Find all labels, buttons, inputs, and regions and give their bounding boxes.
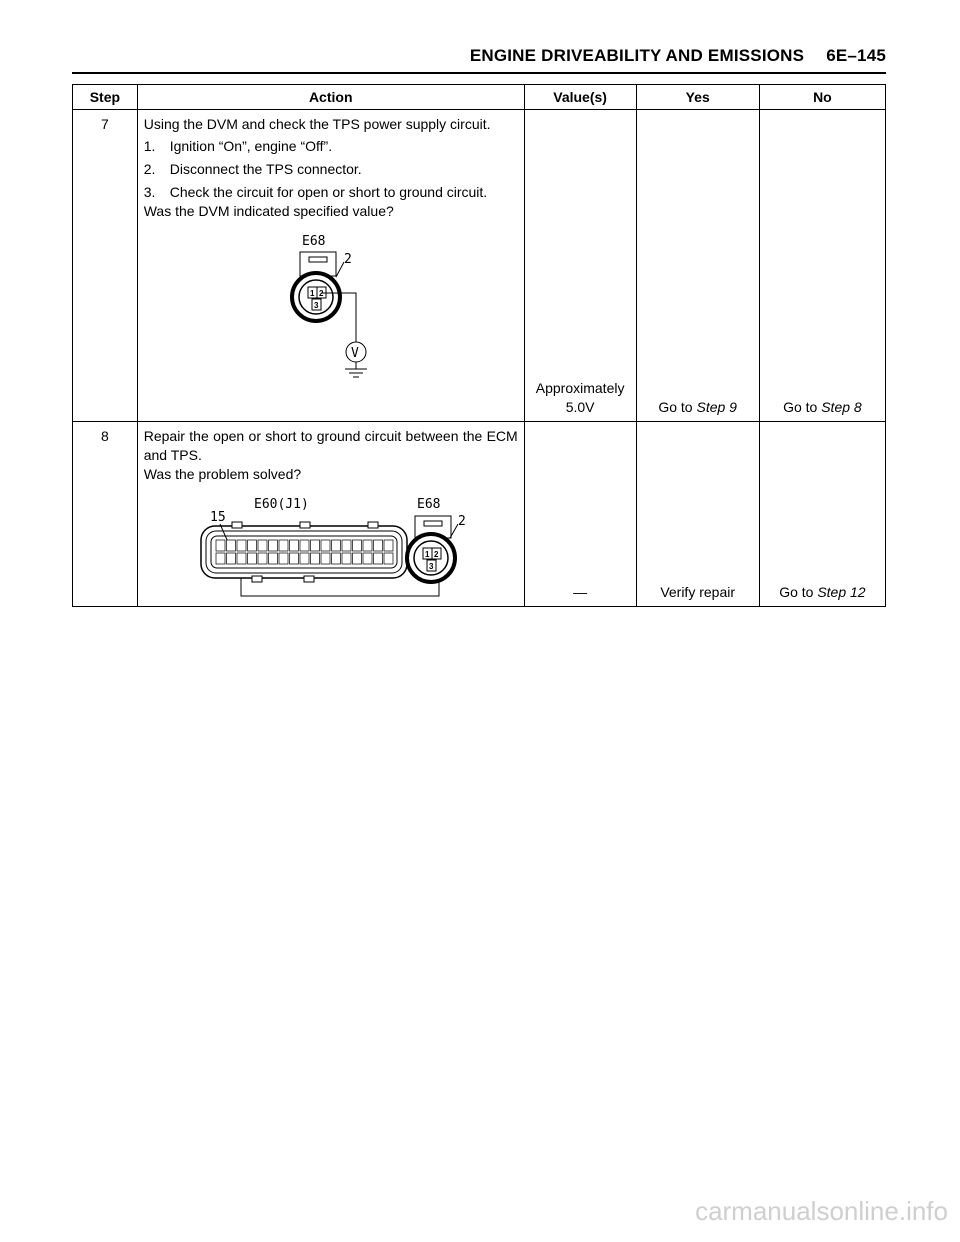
ecm-connector-label: E60(J1) [253,497,309,512]
page-title [470,46,886,66]
ecm-pin-cavity [331,540,340,551]
yes-step-link[interactable]: Step 9 [696,399,737,415]
ecm-pin-cavity [216,540,225,551]
ecm-pin-cavity [300,553,309,564]
step-number: 7 [73,110,138,422]
table-row-step-8 [73,422,886,607]
ground-icon [345,369,367,377]
substep-list [144,137,518,202]
ecm-pin-cavity [342,553,351,564]
ecm-pin-cavity [289,540,298,551]
ecm-pin-cavity [279,553,288,564]
ecm-pin-cavity [258,540,267,551]
ecm-pin-cavity [331,553,340,564]
svg-text:2: 2 [433,550,439,559]
action-cell [137,110,524,422]
pin-label: 2 [343,252,352,267]
ecm-pin-cavity [226,540,235,551]
watermark: carmanualsonline.info [695,1196,948,1226]
no-cell: Go to Step 12 [759,422,885,607]
ecm-pin-cavity [226,553,235,564]
ecm-pin-cavity [279,540,288,551]
ecm-pin-cavity [363,540,372,551]
ecm-pin-cavity [373,553,382,564]
value-cell [524,110,636,422]
ecm-pin-cavity [258,553,267,564]
ecm-pin-cavity [247,540,256,551]
ecm-pin-cavity [268,540,277,551]
ecm-pin-cavity [363,553,372,564]
table-row-step-7 [73,110,886,422]
ecm-pin-cavity [247,553,256,564]
ecm-connector-face [201,522,407,582]
tps-connector-label: E68 [416,497,441,512]
table-header-row [73,85,886,110]
substep-item: 2. Disconnect the TPS connector. [143,161,362,177]
ecm-pin-cavity [289,553,298,564]
yes-cell: Go to Step 9 [636,110,759,422]
ecm-pin-label: 15 [209,510,226,525]
value-line-2: 5.0V [565,399,595,415]
ecm-pin-cavity [237,553,246,564]
ecm-pin-cavity [310,553,319,564]
connector-label-e68: E68 [301,234,326,249]
action-intro: Repair the open or short to ground circuit between the ECM and TPS. [143,428,518,463]
ecm-pin-cavity [373,540,382,551]
ecm-pin-cavity [300,540,309,551]
tps-voltage-check-diagram [144,227,518,387]
ecm-tps-circuit-diagram [144,494,518,606]
action-intro: Using the DVM and check the TPS power supply circuit. [143,116,491,132]
ecm-pin-cavity [321,553,330,564]
substep-item: 1. Ignition “On”, engine “Off”. [143,138,333,154]
header-no: No [759,85,885,110]
page-header [72,44,886,74]
value-cell: — [524,422,636,607]
yes-cell: Verify repair [636,422,759,607]
no-cell: Go to Step 8 [759,110,885,422]
value-line-1: Approximately [535,380,625,396]
svg-text:1: 1 [309,289,315,298]
svg-text:3: 3 [428,562,434,571]
header-values: Value(s) [524,85,636,110]
diagnostic-table [72,84,886,607]
ecm-pin-cavity [352,540,361,551]
ecm-pin-cavity [310,540,319,551]
ecm-pin-cavity [268,553,277,564]
header-action: Action [137,85,524,110]
action-question: Was the DVM indicated specified value? [143,203,394,219]
no-step-link[interactable]: Step 12 [817,584,866,600]
page-number: 6E–145 [826,46,886,65]
svg-text:3: 3 [313,301,319,310]
action-question: Was the problem solved? [143,466,302,482]
svg-text:1: 1 [424,550,430,559]
no-step-link[interactable]: Step 8 [821,399,862,415]
ecm-pin-cavity [384,540,393,551]
svg-text:2: 2 [318,289,324,298]
ecm-pin-cavity [216,553,225,564]
ecm-pin-cavity [321,540,330,551]
header-step: Step [73,85,138,110]
ecm-pin-cavity [352,553,361,564]
action-cell [137,422,524,607]
ecm-pin-cavity [237,540,246,551]
header-yes: Yes [636,85,759,110]
substep-item: 3. Check the circuit for open or short to ground circuit. [143,184,488,200]
step-number: 8 [73,422,138,607]
circuit-wire [241,576,439,596]
section-title: ENGINE DRIVEABILITY AND EMISSIONS [469,46,805,65]
ecm-pin-cavity [384,553,393,564]
ecm-pin-cavity [342,540,351,551]
svg-text:V: V [350,346,359,361]
pin-label: 2 [457,514,466,529]
